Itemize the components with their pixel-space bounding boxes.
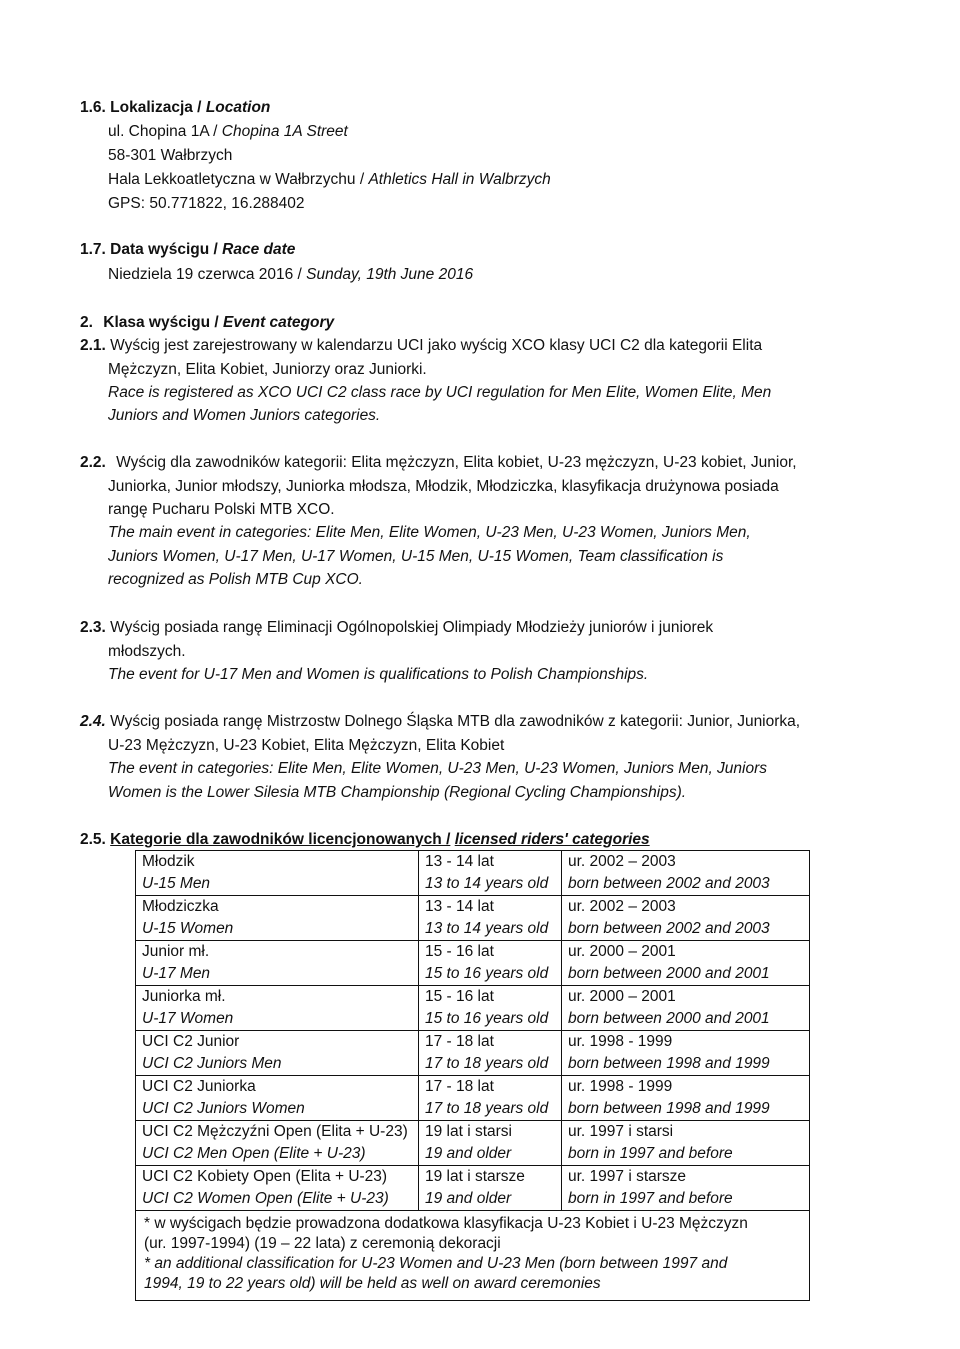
note-cell xyxy=(136,1211,810,1301)
table-row xyxy=(136,1121,810,1166)
category-age-pl: 13 - 14 lat xyxy=(425,898,494,915)
heading-en: Race date xyxy=(222,241,296,258)
category-born-en: born in 1997 and before xyxy=(568,1190,733,1207)
category-name-cell xyxy=(136,851,419,896)
category-name-cell xyxy=(136,896,419,941)
category-born-en: born between 1998 and 1999 xyxy=(568,1100,770,1117)
note-en-2: 1994, 19 to 22 years old) will be held as well on award ceremonies xyxy=(144,1275,601,1292)
category-born-cell xyxy=(562,896,810,941)
category-age-en: 13 to 14 years old xyxy=(425,875,549,892)
section-2-3-line-1 xyxy=(80,618,713,638)
section-2-5-heading xyxy=(80,830,650,850)
heading-pl: Klasa wyścigu / xyxy=(103,314,219,331)
heading-en: Location xyxy=(205,99,271,116)
category-born-cell xyxy=(562,1031,810,1076)
category-age-pl: 19 lat i starsi xyxy=(425,1123,513,1140)
hall-en: Athletics Hall in Walbrzych xyxy=(368,171,551,188)
category-born-en: born in 1997 and before xyxy=(568,1145,733,1162)
category-name-en: UCI C2 Men Open (Elite + U-23) xyxy=(142,1145,366,1162)
category-name-pl: Junior mł. xyxy=(142,943,210,960)
category-age-cell xyxy=(419,851,562,896)
street-en: Chopina 1A Street xyxy=(221,123,348,140)
section-2-1-en-1: Race is registered as XCO UCI C2 class race by UCI regulation for Men Elite, Women Elite, Men xyxy=(108,384,772,401)
text-pl: Wyścig posiada rangę Eliminacji Ogólnopolskiej Olimpiady Młodzieży juniorów i juniorek xyxy=(110,619,714,636)
category-age-pl: 13 - 14 lat xyxy=(425,853,494,870)
section-2-2-line-2: Juniorka, Junior młodszy, Juniorka młodsza, Młodzik, Młodziczka, klasyfikacja drużynowa posiada xyxy=(108,478,779,495)
category-born-pl: ur. 2002 – 2003 xyxy=(568,898,676,915)
category-age-en: 15 to 16 years old xyxy=(425,1010,549,1027)
category-name-cell xyxy=(136,1076,419,1121)
note-en-1: * an additional classification for U-23 Women and U-23 Men (born between 1997 and xyxy=(144,1255,728,1272)
table-row xyxy=(136,1166,810,1211)
section-2-heading xyxy=(80,313,334,333)
section-number: 1.7. xyxy=(80,241,106,258)
category-age-en: 19 and older xyxy=(425,1190,512,1207)
category-born-cell xyxy=(562,941,810,986)
section-2-4-en-1: The event in categories: Elite Men, Elite Women, U-23 Men, U-23 Women, Juniors Men, Juniors xyxy=(108,760,768,777)
category-name-en: U-17 Men xyxy=(142,965,211,982)
category-age-cell xyxy=(419,986,562,1031)
section-number: 2.1. xyxy=(80,337,106,354)
category-age-pl: 17 - 18 lat xyxy=(425,1033,494,1050)
category-name-cell xyxy=(136,1031,419,1076)
category-age-pl: 15 - 16 lat xyxy=(425,988,494,1005)
table-row xyxy=(136,1076,810,1121)
category-age-cell xyxy=(419,896,562,941)
section-number: 2.4. xyxy=(80,713,106,730)
category-age-pl: 17 - 18 lat xyxy=(425,1078,494,1095)
table-row xyxy=(136,851,810,896)
text-pl: Wyścig posiada rangę Mistrzostw Dolnego Śląska MTB dla zawodników z kategorii: Junior, Juniorka, xyxy=(110,713,801,730)
category-name-pl: Młodzik xyxy=(142,853,195,870)
date-en: Sunday, 19th June 2016 xyxy=(306,266,474,283)
street-pl: ul. Chopina 1A / xyxy=(108,123,218,140)
section-2-2-en-1: The main event in categories: Elite Men, Elite Women, U-23 Men, U-23 Women, Juniors Men, xyxy=(108,524,751,541)
category-born-en: born between 2002 and 2003 xyxy=(568,875,770,892)
category-age-cell xyxy=(419,1121,562,1166)
category-age-cell xyxy=(419,941,562,986)
category-age-cell xyxy=(419,1031,562,1076)
category-born-en: born between 2000 and 2001 xyxy=(568,1010,770,1027)
category-name-cell xyxy=(136,1166,419,1211)
heading-en: licensed riders' categories xyxy=(454,831,650,848)
note-pl-2: (ur. 1997-1994) (19 – 22 lata) z ceremonią dekoracji xyxy=(144,1235,501,1252)
category-born-pl: ur. 2002 – 2003 xyxy=(568,853,676,870)
hall-pl: Hala Lekkoatletyczna w Wałbrzychu / xyxy=(108,171,365,188)
section-number: 1.6. xyxy=(80,99,106,116)
text-pl: Wyścig jest zarejestrowany w kalendarzu UCI jako wyścig XCO klasy UCI C2 dla kategorii Elita xyxy=(110,337,763,354)
category-born-pl: ur. 1997 i starsze xyxy=(568,1168,687,1185)
section-2-3-line-2: młodszych. xyxy=(108,643,186,660)
category-age-en: 17 to 18 years old xyxy=(425,1055,549,1072)
section-number: 2.3. xyxy=(80,619,106,636)
category-born-en: born between 2002 and 2003 xyxy=(568,920,770,937)
section-2-4-line-2: U-23 Mężczyzn, U-23 Kobiet, Elita Mężczyzn, Elita Kobiet xyxy=(108,737,505,754)
race-date-line xyxy=(108,265,473,285)
section-2-2-en-2: Juniors Women, U-17 Men, U-17 Women, U-15 Men, U-15 Women, Team classification is xyxy=(108,548,724,565)
category-name-pl: UCI C2 Mężczyźni Open (Elita + U-23) xyxy=(142,1123,408,1140)
category-born-en: born between 2000 and 2001 xyxy=(568,965,770,982)
gps-line: GPS: 50.771822, 16.288402 xyxy=(108,195,305,212)
section-2-4-en-2: Women is the Lower Silesia MTB Championship (Regional Cycling Championships). xyxy=(108,784,687,801)
category-born-pl: ur. 1997 i starsi xyxy=(568,1123,674,1140)
category-born-en: born between 1998 and 1999 xyxy=(568,1055,770,1072)
category-name-cell xyxy=(136,941,419,986)
category-age-cell xyxy=(419,1166,562,1211)
category-born-pl: ur. 2000 – 2001 xyxy=(568,943,676,960)
category-born-pl: ur. 1998 - 1999 xyxy=(568,1033,673,1050)
category-name-cell xyxy=(136,1121,419,1166)
section-2-2-line-1 xyxy=(80,453,797,473)
riders-categories-body xyxy=(136,851,810,1211)
category-name-en: U-17 Women xyxy=(142,1010,234,1027)
note-pl-1: * w wyścigach będzie prowadzona dodatkowa klasyfikacja U-23 Kobiet i U-23 Mężczyzn xyxy=(144,1215,748,1232)
category-born-cell xyxy=(562,1076,810,1121)
category-name-pl: Młodziczka xyxy=(142,898,219,915)
section-number: 2.5. xyxy=(80,831,106,848)
section-2-1-en-2: Juniors and Women Juniors categories. xyxy=(108,407,381,424)
category-age-pl: 15 - 16 lat xyxy=(425,943,494,960)
heading-pl: Lokalizacja / xyxy=(110,99,202,116)
category-name-pl: UCI C2 Juniorka xyxy=(142,1078,256,1095)
section-2-1-line-1 xyxy=(80,336,762,356)
category-name-cell xyxy=(136,986,419,1031)
category-name-en: UCI C2 Women Open (Elite + U-23) xyxy=(142,1190,389,1207)
section-number: 2.2. xyxy=(80,454,106,471)
section-number: 2. xyxy=(80,314,93,331)
category-name-en: U-15 Men xyxy=(142,875,211,892)
category-age-pl: 19 lat i starsze xyxy=(425,1168,525,1185)
postcode-line: 58-301 Wałbrzych xyxy=(108,147,233,164)
category-born-cell xyxy=(562,986,810,1031)
category-age-en: 17 to 18 years old xyxy=(425,1100,549,1117)
category-born-cell xyxy=(562,851,810,896)
category-age-cell xyxy=(419,1076,562,1121)
category-born-pl: ur. 2000 – 2001 xyxy=(568,988,676,1005)
category-name-en: U-15 Women xyxy=(142,920,234,937)
category-name-pl: UCI C2 Junior xyxy=(142,1033,240,1050)
heading-en: Event category xyxy=(223,314,335,331)
riders-categories-table xyxy=(135,850,810,1301)
section-2-1-line-2: Mężczyzn, Elita Kobiet, Juniorzy oraz Juniorki. xyxy=(108,361,427,378)
category-name-en: UCI C2 Juniors Women xyxy=(142,1100,305,1117)
section-2-4-line-1 xyxy=(80,712,800,732)
text-pl: Wyścig dla zawodników kategorii: Elita mężczyzn, Elita kobiet, U-23 mężczyzn, U-23 kobiet, Junior, xyxy=(116,454,797,471)
section-2-3-en-1: The event for U-17 Men and Women is qualifications to Polish Championships. xyxy=(108,666,649,683)
category-name-pl: UCI C2 Kobiety Open (Elita + U-23) xyxy=(142,1168,388,1185)
section-2-2-line-3: rangę Pucharu Polski MTB XCO. xyxy=(108,501,335,518)
category-born-cell xyxy=(562,1121,810,1166)
hall-line xyxy=(108,170,551,190)
table-row xyxy=(136,896,810,941)
table-row xyxy=(136,941,810,986)
section-1-7-heading xyxy=(80,240,295,260)
category-age-en: 15 to 16 years old xyxy=(425,965,549,982)
category-born-cell xyxy=(562,1166,810,1211)
category-name-en: UCI C2 Juniors Men xyxy=(142,1055,282,1072)
category-age-en: 19 and older xyxy=(425,1145,512,1162)
table-row xyxy=(136,1031,810,1076)
heading-pl: Kategorie dla zawodników licencjonowanych / xyxy=(110,831,451,848)
category-age-en: 13 to 14 years old xyxy=(425,920,549,937)
category-born-pl: ur. 1998 - 1999 xyxy=(568,1078,673,1095)
date-pl: Niedziela 19 czerwca 2016 / xyxy=(108,266,302,283)
category-name-pl: Juniorka mł. xyxy=(142,988,226,1005)
note-row xyxy=(136,1211,810,1301)
section-1-6-heading xyxy=(80,98,270,118)
heading-pl: Data wyścigu / xyxy=(110,241,218,258)
table-row xyxy=(136,986,810,1031)
section-2-2-en-3: recognized as Polish MTB Cup XCO. xyxy=(108,571,363,588)
street-line xyxy=(108,122,348,142)
